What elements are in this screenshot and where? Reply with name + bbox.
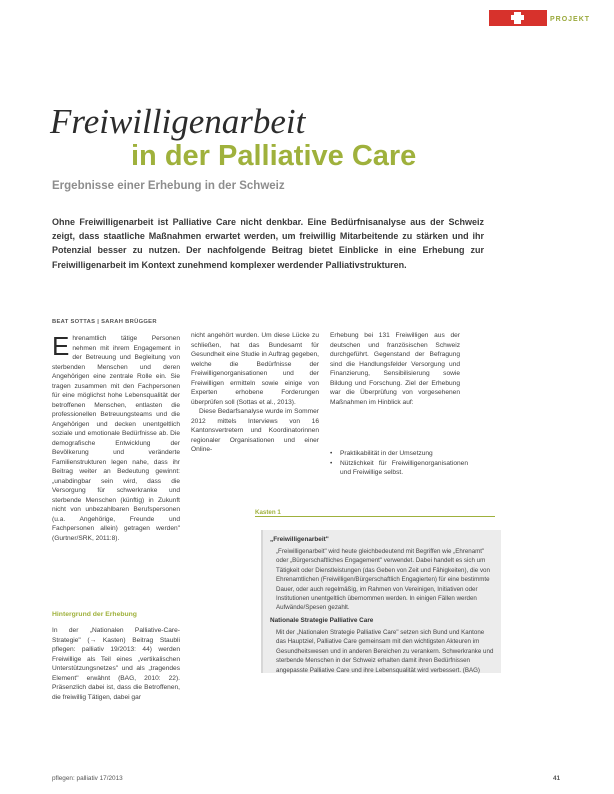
page-number: 41 bbox=[553, 775, 561, 782]
lead-paragraph: Ohne Freiwilligenarbeit ist Palliative Care nicht denkbar. Eine Bedürfnisanalyse aus der Schweiz zeigt, dass staatliche Maßnahmen erwartet werden, um freiwillig Mitarbeitende zu stärken und ihr Potenzial besser zu nutzen. Der nachfolgende Beitrag bietet Einblicke in eine Erhebung zur Freiwilligenarbeit im Kontext zunehmend komplexer werdender Palliativstrukturen. bbox=[52, 217, 484, 270]
column-1 bbox=[52, 331, 180, 543]
bullet-dot-icon: • bbox=[330, 459, 333, 467]
subheading: Hintergrund der Erhebung bbox=[52, 611, 137, 618]
authors: BEAT SOTTAS | SARAH BRÜGGER bbox=[52, 319, 157, 325]
drop-cap: E bbox=[52, 331, 70, 361]
bullet-item: • Praktikabilität in der Umsetzung bbox=[330, 450, 433, 457]
title-line-1: Freiwilligenarbeit bbox=[50, 102, 306, 141]
box-item-1-text: „Freiwilligenarbeit" wird heute gleichbedeutend mit Begriffen wie „Ehrenamt" oder „Bürgerschaftliches Engagement" verwendet. Dabei handelt es sich um Tätigkeit oder Dienstleistungen (das Geben von Zeit und Fähigkeiten), die von Ehrenamtlichen (Freiwilligen/Bürgerschaftlich Engagierten) für eine bestimmte Dauer, oder auch regelmäßig, im Rahmen von Vereinigen, Initiativen oder Institutionen unentgeltlich übernommen werden. In einigen Fällen werden Aufwände/Spesen gezahlt. bbox=[276, 548, 490, 612]
box-item-2-text: Mit der „Nationalen Strategie Palliative Care" setzen sich Bund und Kantone das Hauptziel, Palliative Care gemeinsam mit den wichtigsten Akteuren im Gesundheitswesen und in anderen Bereichen zu verankern. Schwerkranke und sterbende Menschen in der Schweiz erhalten damit ihren Bedürfnissen angepasste Palliative Care und ihre Lebensqualität wird verbessert. (BAG) bbox=[276, 629, 494, 674]
column-2-paragraph-1: nicht angehört wurden. Um diese Lücke zu schließen, hat das Bundesamt für Gesundheit eine Studie in Auftrag gegeben, welche die Bedürfnisse der Freiwilligenorganisationen und der Freiwilligen ermitteln sowie einige von Experten erhobene Forderungen überprüfen soll (Sottas et al., 2013). bbox=[191, 332, 319, 406]
column-1-text: hrenamtlich tätige Personen nehmen mit ihrem Engagement in der Betreuung und Begleitung von sterbenden Menschen und deren Angehörigen eine zentrale Rolle ein. Sie tragen zusammen mit den Fachpersonen für eine möglichst hohe Lebensqualität der betroffenen Menschen, entlasten die professionellen Betreuungsteams und die Angehörigen und decken unentgeltlich soziale und emotionale Bedürfnisse ab. Die demografische Entwicklung der Bevölkerung und veränderte Familienstrukturen legen nahe, dass ihr Beitrag weiter an Bedeutung gewinnt: „unabdingbar sein wird, dass die Versorgung für schwerkranke und sterbende Menschen (künftig) in Zukunft nicht von unbezahlbaren Berufspersonen (u.a. Angehörige, Freunde und Fachpersonen allein) getragen werden" (Gurtner/SRK, 2011:8). bbox=[52, 335, 180, 542]
column-2-paragraph-2: Diese Bedarfsanalyse wurde im Sommer 2012 mittels Interviews von 16 Kantonsvertretern und Koordinatorinnen regionaler Organisationen und einer Online- bbox=[191, 408, 319, 453]
bullet-list bbox=[330, 449, 468, 478]
column-3: Erhebung bei 131 Freiwilligen aus der deutschen und französischen Schweiz durchgeführt. Gegenstand der Befragung sind die Handlungsfelder Versorgung und Finanzierung, Sensibilisierung sowie Bildung und Forschung. Ziel der Erhebung war die Überprüfung von vorgesehenen Maßnahmen im Hinblick auf: bbox=[330, 332, 460, 406]
kasten-divider bbox=[255, 516, 495, 517]
bullet-dot-icon: • bbox=[330, 450, 333, 457]
title-line-2: in der Palliative Care bbox=[131, 140, 417, 172]
section-label: PROJEKT bbox=[550, 16, 591, 23]
swiss-cross-horizontal bbox=[511, 15, 524, 20]
box-item-1-title: „Freiwilligenarbeit" bbox=[270, 536, 329, 543]
bullet-item: • Nützlichkeit für Freiwilligenorganisationen und Freiwillige selbst. bbox=[330, 459, 468, 476]
column-2 bbox=[191, 331, 319, 455]
box-item-2-title: Nationale Strategie Palliative Care bbox=[270, 617, 374, 624]
footer-journal: pflegen: palliativ 17/2013 bbox=[52, 775, 123, 782]
column-1-continued: In der „Nationalen Palliative-Care-Strategie" (→ Kasten) Beitrag Staubli pflegen: palliativ 19/2013: 44) werden Freiwillige als Teil eines „vertikalischen Unterstützungsnetzes" und als „tragendes Element" erwähnt (BAG, 2010: 22). Präsenzlich dabei ist, dass die Betroffenen, die freiwillig Tätigen, dabei gar bbox=[52, 627, 180, 701]
kasten-label: Kasten 1 bbox=[255, 509, 281, 516]
article-subtitle: Ergebnisse einer Erhebung in der Schweiz bbox=[52, 180, 285, 192]
